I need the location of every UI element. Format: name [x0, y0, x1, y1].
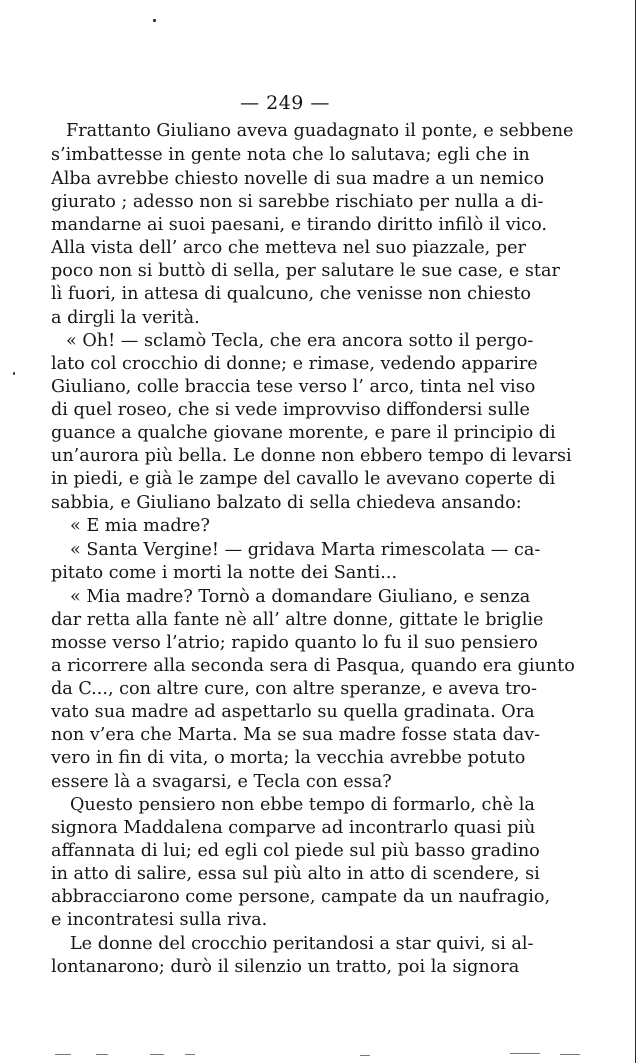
- text-line: Le donne del crocchio peritandosi a star quivi, si al-: [70, 934, 534, 954]
- scan-edge-marks: [0, 1050, 636, 1063]
- text-line: pitato come i morti la notte dei Santi...: [51, 563, 398, 583]
- text-line: « Mia madre? Tornò a domandare Giuliano, e senza: [70, 587, 531, 607]
- text-line: Questo pensiero non ebbe tempo di formarlo, chè la: [70, 795, 535, 815]
- print-speck: [13, 372, 15, 375]
- text-line: guance a qualche giovane morente, e pare il principio di: [51, 423, 556, 443]
- text-line: Frattanto Giuliano aveva guadagnato il ponte, e sebbene: [66, 121, 574, 141]
- text-line: abbracciarono come persone, campate da un naufragio,: [51, 887, 551, 907]
- text-line: a dirgli la verità.: [51, 308, 200, 328]
- text-line: vato sua madre ad aspettarlo su quella gradinata. Ora: [51, 702, 535, 722]
- text-line: « E mia madre?: [70, 516, 210, 536]
- text-line: affannata di lui; ed egli col piede sul più basso gradino: [51, 841, 540, 861]
- text-line: non v’era che Marta. Ma se sua madre fosse stata dav-: [51, 725, 541, 745]
- text-line: lì fuori, in attesa di qualcuno, che venisse non chiesto: [51, 284, 532, 304]
- text-line: essere là a svagarsi, e Tecla con essa?: [51, 772, 392, 792]
- text-line: signora Maddalena comparve ad incontrarlo quasi più: [51, 818, 536, 838]
- text-line: s’imbattesse in gente nota che lo salutava; egli che in: [51, 145, 530, 165]
- text-line: Giuliano, colle braccia tese verso l’ arco, tinta nel viso: [51, 377, 536, 397]
- text-line: di quel roseo, che si vede improvviso diffondersi sulle: [51, 400, 530, 420]
- text-line: « Oh! — sclamò Tecla, che era ancora sotto il pergo-: [66, 331, 534, 351]
- print-speck: [153, 19, 156, 22]
- text-line: mandarne ai suoi paesani, e tirando diritto infilò il vico.: [51, 215, 547, 235]
- text-line: « Santa Vergine! — gridava Marta rimescolata — ca-: [70, 540, 541, 560]
- text-line: in piedi, e già le zampe del cavallo le avevano coperte di: [51, 469, 556, 489]
- text-line: e incontratesi sulla riva.: [51, 910, 268, 930]
- text-line: a ricorrere alla seconda sera di Pasqua, quando era giunto: [51, 656, 575, 676]
- text-line: mosse verso l’atrio; rapido quanto lo fu il suo pensiero: [51, 633, 538, 653]
- text-line: Alba avrebbe chiesto novelle di sua madre a un nemico: [51, 169, 545, 189]
- text-line: un’aurora più bella. Le donne non ebbero tempo di levarsi: [51, 446, 572, 466]
- text-line: dar retta alla fante nè all’ altre donne, gittate le briglie: [51, 610, 544, 630]
- text-line: lontanarono; durò il silenzio un tratto, poi la signora: [51, 957, 520, 977]
- text-line: poco non si buttò di sella, per salutare le sue case, e star: [51, 261, 560, 281]
- text-line: da C..., con altre cure, con altre speranze, e aveva tro-: [51, 679, 537, 699]
- text-line: vero in fin di vita, o morta; la vecchia avrebbe potuto: [51, 748, 526, 768]
- text-line: Alla vista dell’ arco che metteva nel suo piazzale, per: [51, 238, 526, 258]
- text-line: giurato ; adesso non si sarebbe rischiato per nulla a di-: [51, 192, 544, 212]
- text-line: lato col crocchio di donne; e rimase, vedendo apparire: [51, 354, 538, 374]
- text-line: in atto di salire, essa sul più alto in atto di scendere, si: [51, 864, 540, 884]
- page-number: — 249 —: [240, 92, 330, 114]
- text-line: sabbia, e Giuliano balzato di sella chiedeva ansando:: [51, 493, 522, 513]
